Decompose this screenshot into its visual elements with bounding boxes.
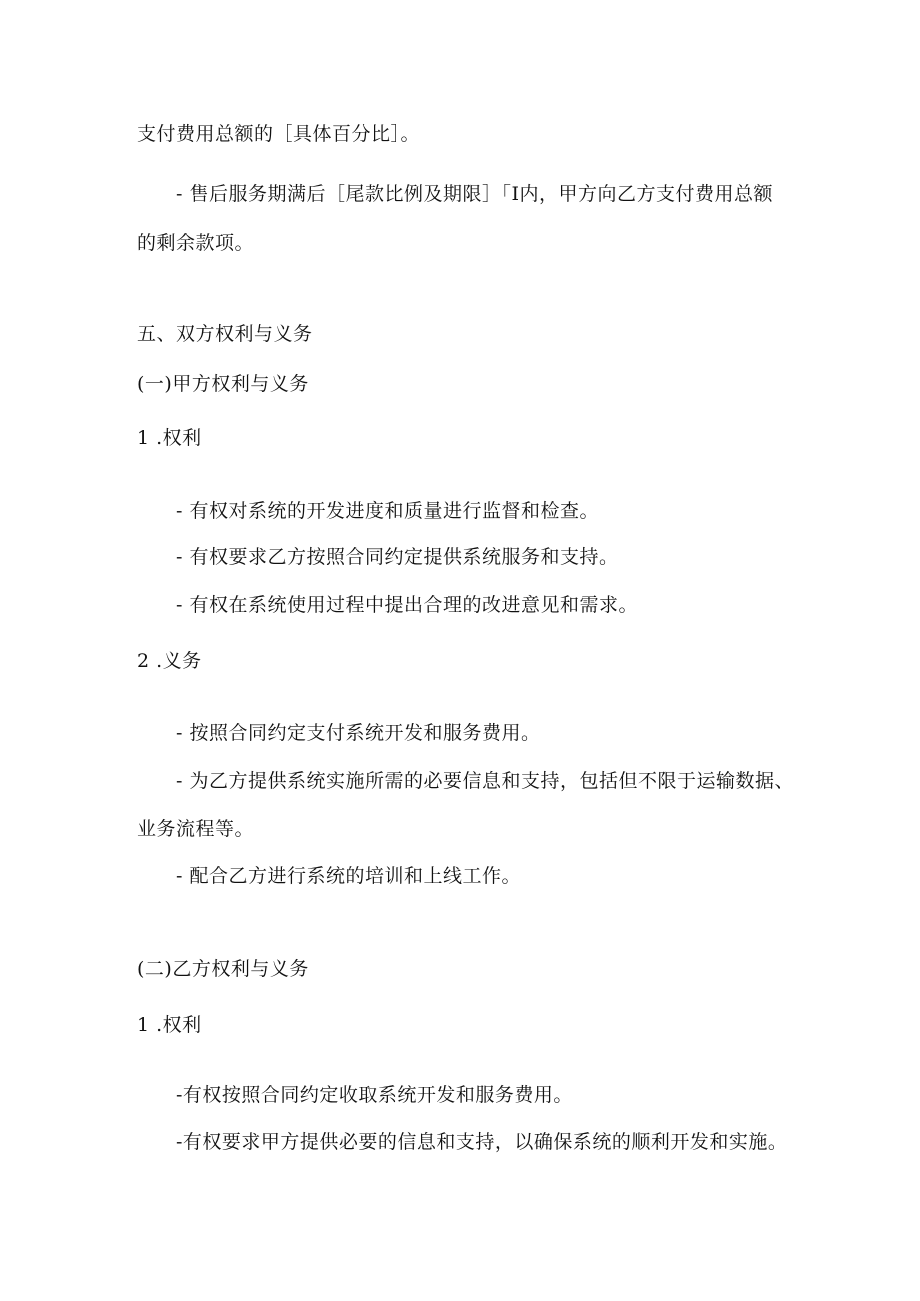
- item-heading-rights-b: 1 .权利: [137, 1014, 202, 1036]
- item-heading-rights-a: 1 .权利: [137, 427, 202, 449]
- paragraph-final-payment-continued: 的剩余款项。: [137, 232, 255, 254]
- section-heading-rights-obligations: 五、双方权利与义务: [137, 323, 313, 345]
- list-item-continued: 业务流程等。: [137, 818, 255, 840]
- subsection-heading-party-b: (二)乙方权利与义务: [137, 958, 309, 980]
- subsection-heading-party-a: (一)甲方权利与义务: [137, 373, 309, 395]
- paragraph-final-payment: - 售后服务期满后［尾款比例及期限］「I内，甲方向乙方支付费用总额: [176, 183, 773, 205]
- paragraph-payment-percentage: 支付费用总额的［具体百分比］。: [137, 123, 421, 145]
- list-item: - 按照合同约定支付系统开发和服务费用。: [176, 722, 541, 744]
- list-item: -有权按照合同约定收取系统开发和服务费用。: [176, 1084, 573, 1106]
- list-item: - 有权要求乙方按照合同约定提供系统服务和支持。: [176, 546, 619, 568]
- list-item: - 有权对系统的开发进度和质量进行监督和检查。: [176, 500, 599, 522]
- list-item: -有权要求甲方提供必要的信息和支持，以确保系统的顺利开发和实施。: [176, 1131, 788, 1153]
- item-heading-obligations-a: 2 .义务: [137, 650, 202, 672]
- list-item: - 配合乙方进行系统的培训和上线工作。: [176, 865, 521, 887]
- list-item: - 有权在系统使用过程中提出合理的改进意见和需求。: [176, 594, 638, 616]
- list-item: - 为乙方提供系统实施所需的必要信息和支持，包括但不限于运输数据、: [176, 770, 794, 792]
